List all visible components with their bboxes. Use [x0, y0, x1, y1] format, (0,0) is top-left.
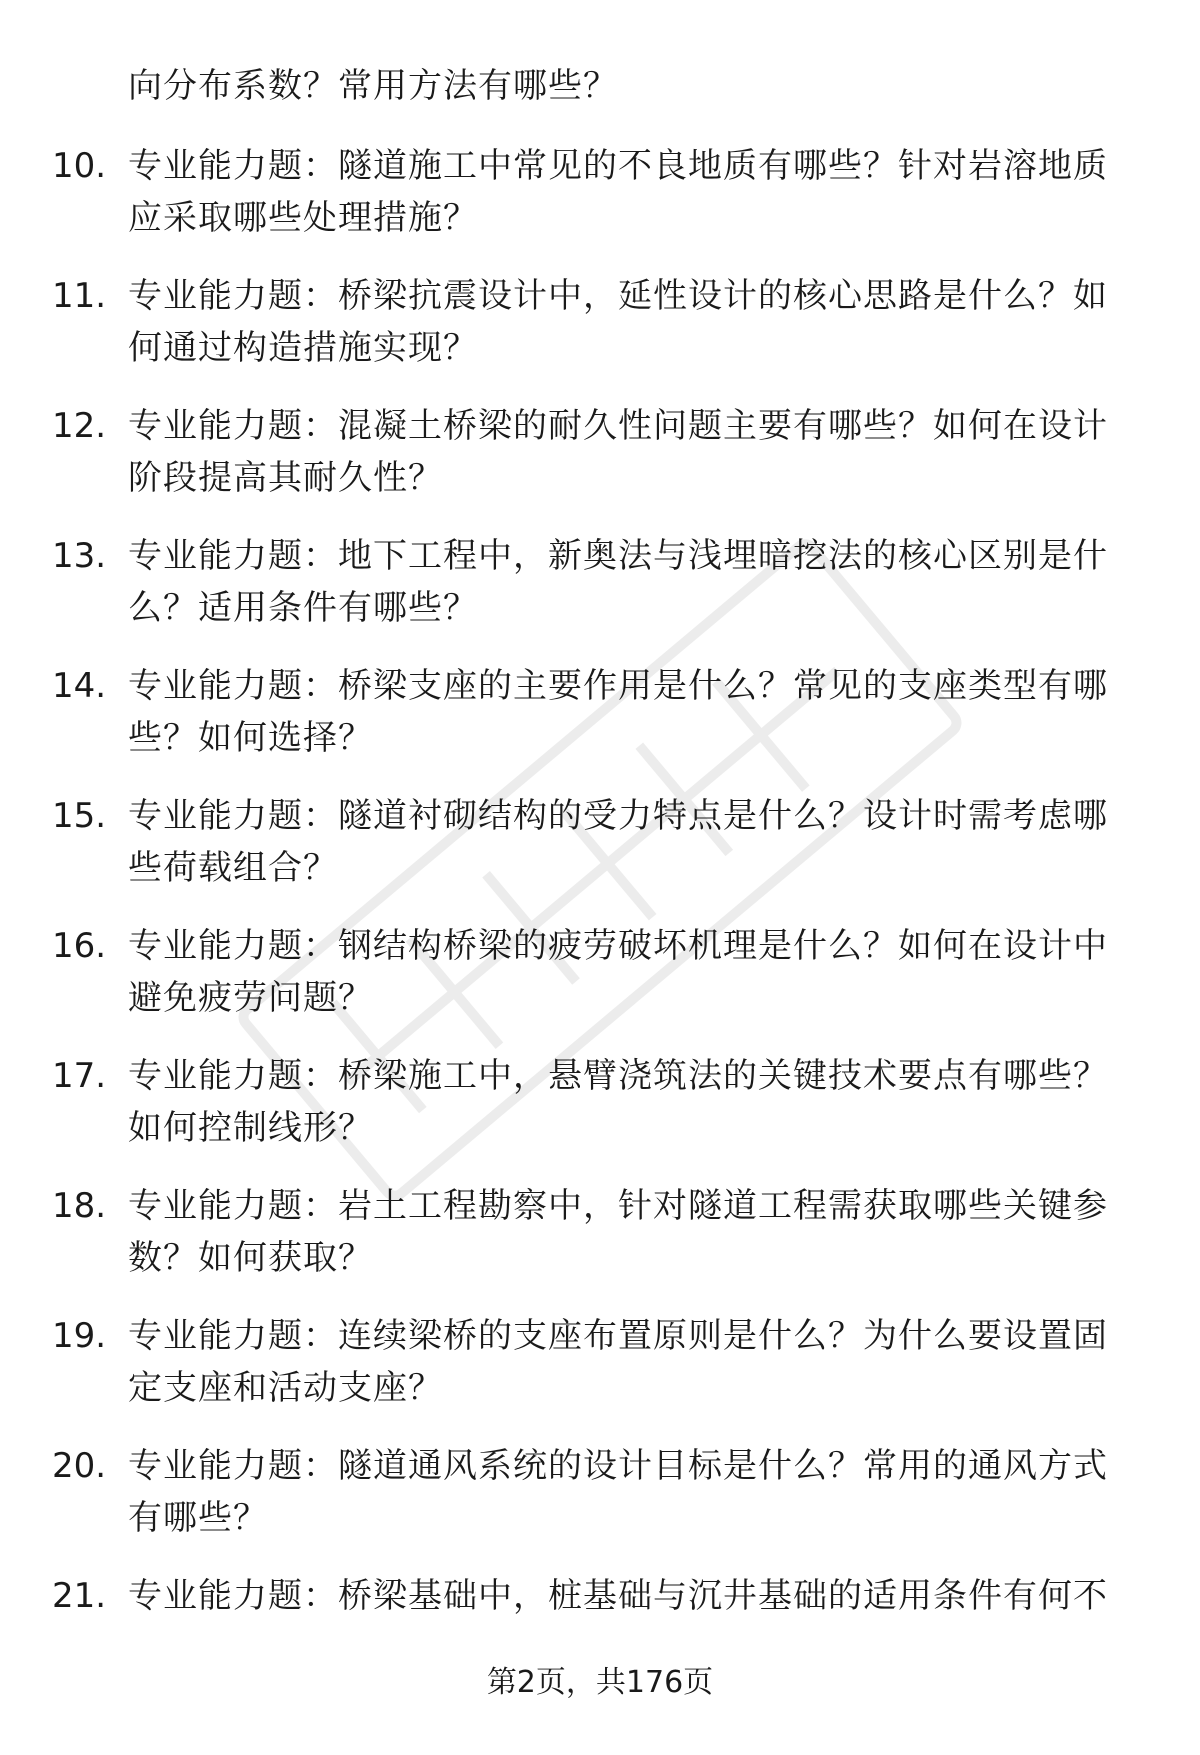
question-text: [128, 1050, 1138, 1154]
question-line: 专业能力题：岩土工程勘察中，针对隧道工程需获取哪些关键参: [128, 1186, 1108, 1226]
question-number: 21.: [52, 1576, 107, 1616]
question-number: 13.: [52, 536, 107, 576]
question-line: 么？适用条件有哪些？: [128, 588, 478, 628]
question-line: 专业能力题：桥梁抗震设计中，延性设计的核心思路是什么？如: [128, 276, 1108, 316]
question-line: 何通过构造措施实现？: [128, 328, 478, 368]
question-line: 些荷载组合？: [128, 848, 338, 888]
question-line: 专业能力题：隧道施工中常见的不良地质有哪些？针对岩溶地质: [128, 146, 1108, 186]
question-number: 14.: [52, 666, 107, 706]
question-line: 专业能力题：混凝土桥梁的耐久性问题主要有哪些？如何在设计: [128, 406, 1108, 446]
question-number: 19.: [52, 1316, 107, 1356]
question-item: [0, 1180, 1200, 1310]
question-line: 数？如何获取？: [128, 1238, 373, 1278]
question-text: [128, 660, 1138, 764]
question-text: [128, 1180, 1138, 1284]
question-number: 11.: [52, 276, 107, 316]
question-line: 专业能力题：桥梁支座的主要作用是什么？常见的支座类型有哪: [128, 666, 1108, 706]
question-item: [0, 140, 1200, 270]
question-line: 专业能力题：桥梁施工中，悬臂浇筑法的关键技术要点有哪些？: [128, 1056, 1108, 1096]
question-item: [0, 1310, 1200, 1440]
question-text: [128, 1310, 1138, 1414]
question-line: 定支座和活动支座？: [128, 1368, 443, 1408]
question-number: 17.: [52, 1056, 107, 1096]
question-line: 专业能力题：桥梁基础中，桩基础与沉井基础的适用条件有何不: [128, 1576, 1108, 1616]
question-line: 阶段提高其耐久性？: [128, 458, 443, 498]
question-line: 避免疲劳问题？: [128, 978, 373, 1018]
question-number: 10.: [52, 146, 107, 186]
question-list: [0, 140, 1200, 1700]
question-line: 专业能力题：连续梁桥的支座布置原则是什么？为什么要设置固: [128, 1316, 1108, 1356]
question-number: 18.: [52, 1186, 107, 1226]
question-item: [0, 790, 1200, 920]
question-text: [128, 1570, 1138, 1622]
question-text: [128, 270, 1138, 374]
question-number: 20.: [52, 1446, 107, 1486]
continuation-line: 向分布系数？常用方法有哪些？: [128, 66, 618, 106]
question-text: [128, 400, 1138, 504]
question-line: 些？如何选择？: [128, 718, 373, 758]
question-line: 专业能力题：钢结构桥梁的疲劳破坏机理是什么？如何在设计中: [128, 926, 1108, 966]
page-footer: 第2页，共176页: [486, 1665, 714, 1700]
question-line: 专业能力题：隧道通风系统的设计目标是什么？常用的通风方式: [128, 1446, 1108, 1486]
question-item: [0, 1050, 1200, 1180]
question-item: [0, 660, 1200, 790]
question-text: [128, 140, 1138, 244]
question-line: 如何控制线形？: [128, 1108, 373, 1148]
question-item: [0, 920, 1200, 1050]
question-line: 专业能力题：地下工程中，新奥法与浅埋暗挖法的核心区别是什: [128, 536, 1108, 576]
question-item: [0, 530, 1200, 660]
question-text: [128, 530, 1138, 634]
question-line: 应采取哪些处理措施？: [128, 198, 478, 238]
question-text: [128, 1440, 1138, 1544]
question-text: [128, 790, 1138, 894]
question-number: 12.: [52, 406, 107, 446]
question-item: [0, 270, 1200, 400]
question-line: 专业能力题：隧道衬砌结构的受力特点是什么？设计时需考虑哪: [128, 796, 1108, 836]
question-item: [0, 400, 1200, 530]
question-item: [0, 1440, 1200, 1570]
question-line: 有哪些？: [128, 1498, 268, 1538]
question-number: 16.: [52, 926, 107, 966]
question-text: [128, 920, 1138, 1024]
question-number: 15.: [52, 796, 107, 836]
